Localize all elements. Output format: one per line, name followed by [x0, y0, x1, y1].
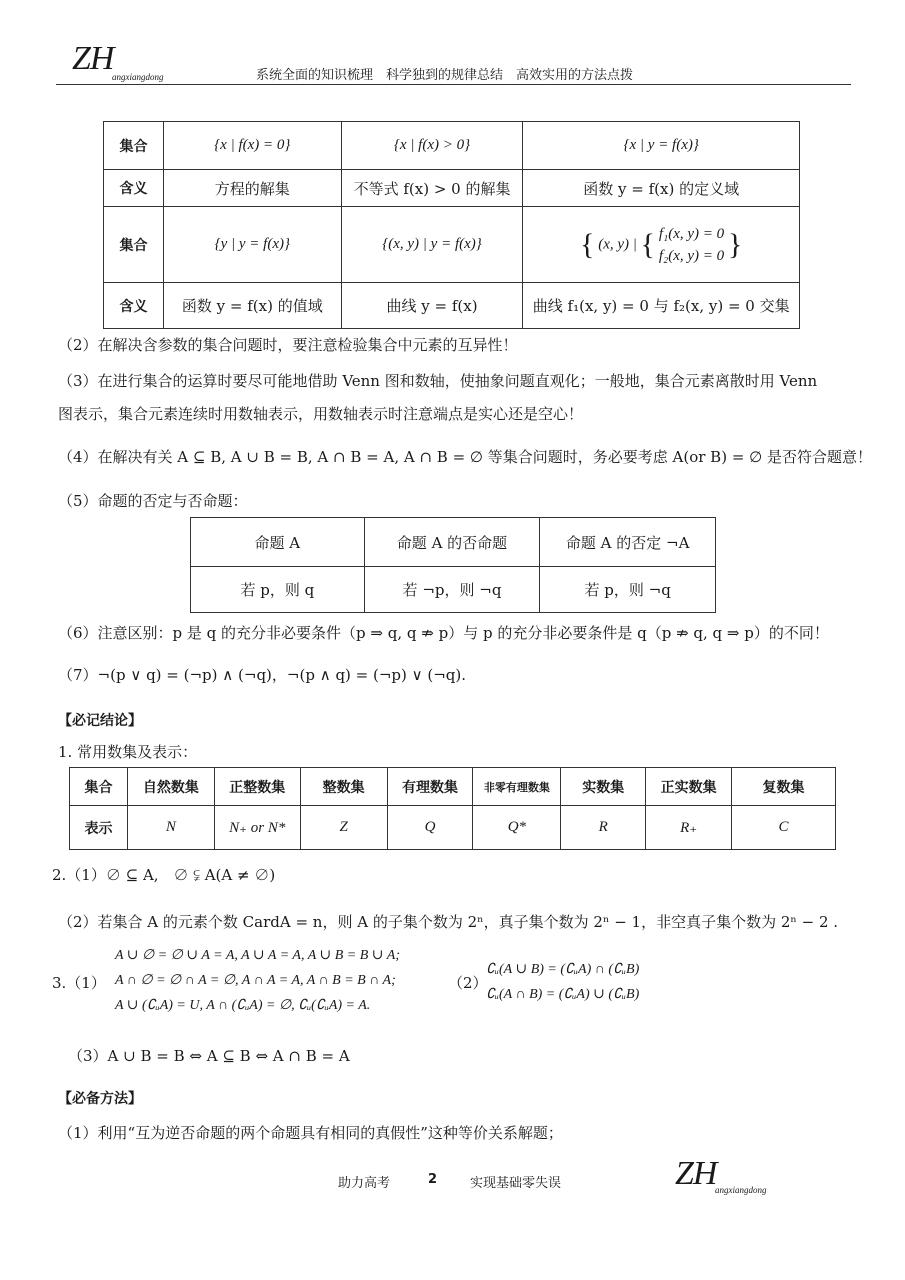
conclusion-3-3: （3）A ∪ B = B ⇔ A ⊆ B ⇔ A ∩ B = A — [68, 1047, 350, 1065]
numset-header: 实数集 — [561, 768, 646, 806]
numset-symbol: C — [732, 806, 836, 850]
system-prefix: (x, y) | — [598, 236, 637, 252]
note-7: （7）¬(p ∨ q) = (¬p) ∧ (¬q)，¬(p ∧ q) = (¬p) ∨ (¬q). — [58, 666, 467, 684]
row-head: 集合 — [104, 207, 164, 283]
header-logo — [72, 40, 164, 82]
meaning-cell: 不等式 f(x) > 0 的解集 — [341, 170, 523, 207]
method-1: （1）利用“互为逆否命题的两个命题具有相同的真假性”这种等价关系解题； — [58, 1124, 563, 1142]
table-row — [104, 122, 800, 170]
set-cell-system: { (x, y) | { f₁(x, y) = 0 f₂(x, y) = 0 } — [523, 207, 800, 283]
numset-header: 集合 — [70, 768, 128, 806]
note-6: （6）注意区别：p 是 q 的充分非必要条件（p ⇒ q, q ⇏ p）与 p 的充分非必要条件是 q（p ⇏ q, q ⇒ p）的不同！ — [58, 624, 829, 642]
numset-symbol: Z — [300, 806, 387, 850]
footer-logo-sub: angxiangdong — [715, 1185, 767, 1195]
conclusion-3-line-3: A ∪ (∁ᵤA) = U, A ∩ (∁ᵤA) = ∅, ∁ᵤ(∁ᵤA) = A. — [115, 998, 371, 1013]
footer-logo — [675, 1155, 767, 1195]
numset-symbol: N — [127, 806, 214, 850]
meaning-cell: 函数 y = f(x) 的定义域 — [523, 170, 800, 207]
conclusion-3-line-2: A ∩ ∅ = ∅ ∩ A = ∅, A ∩ A = A, A ∩ B = B ∩ A; — [115, 973, 396, 988]
system-eq-1: f₁(x, y) = 0 — [658, 225, 725, 242]
proposition-table — [190, 517, 716, 613]
note-2: （2）在解决含参数的集合问题时，要注意检验集合中元素的互异性！ — [58, 336, 518, 354]
section-conclusions: 【必记结论】 — [58, 713, 142, 729]
table-row — [70, 768, 836, 806]
system-eq-2: f₂(x, y) = 0 — [658, 247, 725, 264]
note-5: （5）命题的否定与否命题： — [58, 492, 248, 510]
numsets-title: 1. 常用数集及表示： — [58, 743, 198, 761]
meaning-cell: 方程的解集 — [163, 170, 341, 207]
numset-symbol: R — [561, 806, 646, 850]
numset-header: 正整数集 — [214, 768, 300, 806]
numset-header: 有理数集 — [387, 768, 473, 806]
numset-symbol: N₊ or N* — [214, 806, 300, 850]
table-row — [104, 207, 800, 283]
conclusion-3-right-1: ∁ᵤ(A ∪ B) = (∁ᵤA) ∩ (∁ᵤB) — [486, 962, 640, 977]
numset-header: 自然数集 — [127, 768, 214, 806]
set-cell: {(x, y) | y = f(x)} — [341, 207, 523, 283]
numset-header: 正实数集 — [646, 768, 732, 806]
row-head: 含义 — [104, 283, 164, 329]
header-divider — [56, 84, 851, 85]
numset-header: 非零有理数集 — [473, 768, 561, 806]
footer-right: 实现基础零失误 — [470, 1176, 562, 1191]
note-3b: 图表示，集合元素连续时用数轴表示，用数轴表示时注意端点是实心还是空心！ — [58, 405, 584, 423]
set-table — [103, 121, 800, 329]
set-cell: {x | f(x) = 0} — [163, 122, 341, 170]
page-number: 2 — [428, 1172, 438, 1187]
footer-logo-main: ZH — [675, 1155, 717, 1192]
prop-header: 命题 A 的否定 ¬A — [540, 518, 716, 567]
numset-symbol: 表示 — [70, 806, 128, 850]
prop-header: 命题 A — [191, 518, 365, 567]
table-row — [104, 170, 800, 207]
logo-main: ZH — [72, 40, 114, 77]
conclusion-3-right-2: ∁ᵤ(A ∩ B) = (∁ᵤA) ∪ (∁ᵤB) — [486, 987, 640, 1002]
meaning-cell: 曲线 y = f(x) — [341, 283, 523, 329]
conclusion-2-1: 2.（1）∅ ⊆ A, ∅ ⫋ A(A ≠ ∅) — [52, 866, 276, 884]
table-row — [70, 806, 836, 850]
prop-cell: 若 p，则 q — [191, 567, 365, 613]
numset-header: 复数集 — [732, 768, 836, 806]
note-4: （4）在解决有关 A ⊆ B, A ∪ B = B, A ∩ B = A, A ∩ B = ∅ 等集合问题时，务必要考虑 A(or B) = ∅ 是否符合题意！ — [58, 448, 873, 466]
conclusion-2-2: （2）若集合 A 的元素个数 CardA = n，则 A 的子集个数为 2ⁿ，真子集个数为 2ⁿ − 1，非空真子集个数为 2ⁿ − 2 . — [58, 913, 839, 931]
footer-left: 助力高考 — [338, 1176, 391, 1191]
number-sets-table — [69, 767, 836, 850]
note-3a: （3）在进行集合的运算时要尽可能地借助 Venn 图和数轴，使抽象问题直观化；一般地，集合元素离散时用 Venn — [58, 372, 818, 390]
set-cell: {x | f(x) > 0} — [341, 122, 523, 170]
header-tagline: 系统全面的知识梳理 科学独到的规律总结 高效实用的方法点拨 — [256, 68, 634, 83]
prop-cell: 若 p，则 ¬q — [540, 567, 716, 613]
section-methods: 【必备方法】 — [58, 1091, 142, 1107]
set-cell: {y | y = f(x)} — [163, 207, 341, 283]
conclusion-3-2-label: （2） — [448, 974, 488, 992]
meaning-cell: 函数 y = f(x) 的值域 — [163, 283, 341, 329]
prop-header: 命题 A 的否命题 — [364, 518, 540, 567]
numset-symbol: R₊ — [646, 806, 732, 850]
set-cell: {x | y = f(x)} — [523, 122, 800, 170]
table-row — [191, 518, 716, 567]
logo-sub: angxiangdong — [112, 72, 164, 82]
numset-symbol: Q* — [473, 806, 561, 850]
table-row — [191, 567, 716, 613]
conclusion-3-line-1: A ∪ ∅ = ∅ ∪ A = A, A ∪ A = A, A ∪ B = B ∪ A; — [115, 948, 400, 963]
row-head: 集合 — [104, 122, 164, 170]
table-row — [104, 283, 800, 329]
conclusion-3-label: 3.（1） — [52, 974, 106, 992]
numset-symbol: Q — [387, 806, 473, 850]
system-equations — [659, 223, 724, 267]
numset-header: 整数集 — [300, 768, 387, 806]
prop-cell: 若 ¬p，则 ¬q — [364, 567, 540, 613]
meaning-cell: 曲线 f₁(x, y) = 0 与 f₂(x, y) = 0 交集 — [523, 283, 800, 329]
row-head: 含义 — [104, 170, 164, 207]
